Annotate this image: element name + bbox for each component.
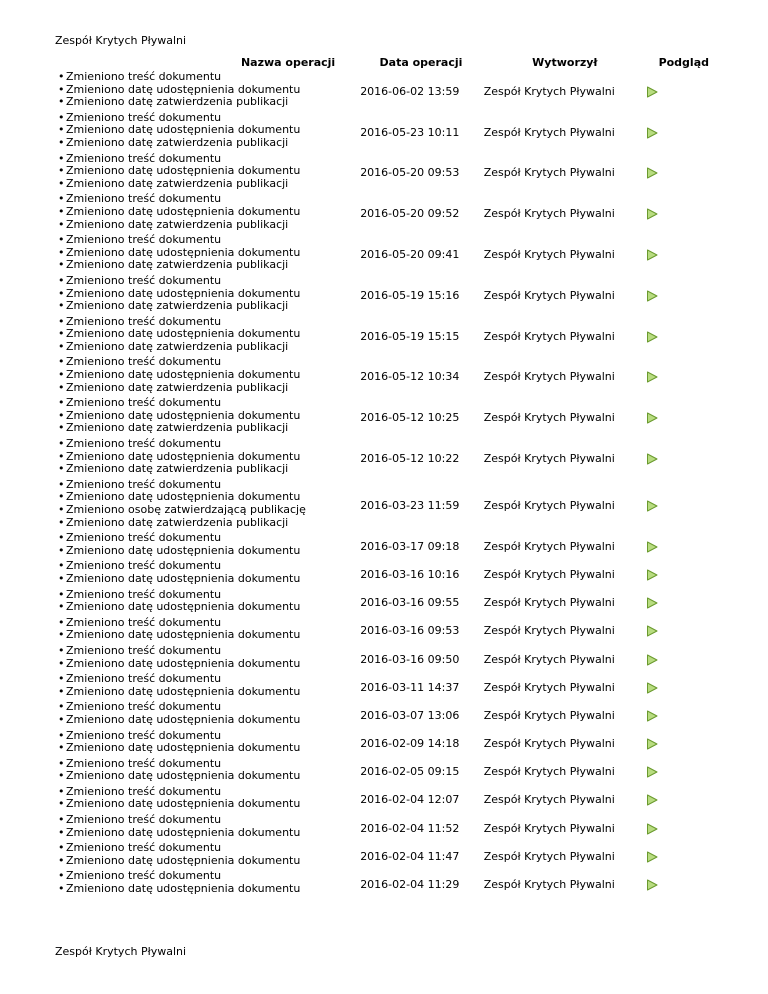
operation-author: Zespół Krytych Pływalni bbox=[483, 329, 615, 343]
operation-item: • Zmieniono datę udostępnienia dokumentu bbox=[54, 451, 352, 464]
operation-item: • Zmieniono datę udostępnienia dokumentu bbox=[54, 247, 352, 260]
operation-date: 2016-05-23 10:11 bbox=[360, 125, 460, 139]
operation-cell bbox=[54, 316, 352, 357]
preview-cell bbox=[646, 316, 714, 357]
operation-author: Zespół Krytych Pływalni bbox=[483, 878, 615, 892]
operation-item: • Zmieniono datę udostępnienia dokumentu bbox=[54, 288, 352, 301]
operation-author: Zespół Krytych Pływalni bbox=[483, 708, 615, 722]
operation-author: Zespół Krytych Pływalni bbox=[483, 737, 615, 751]
operation-cell bbox=[54, 842, 352, 870]
operation-item: • Zmieniono datę zatwierdzenia publikacji bbox=[54, 259, 352, 272]
preview-cell bbox=[646, 71, 714, 112]
operation-item: • Zmieniono datę zatwierdzenia publikacji bbox=[54, 463, 352, 476]
operation-date: 2016-05-12 10:22 bbox=[360, 451, 460, 465]
operation-author: Zespół Krytych Pływalni bbox=[483, 765, 615, 779]
play-arrow-icon[interactable] bbox=[646, 412, 658, 424]
operation-date: 2016-05-20 09:53 bbox=[360, 166, 460, 180]
operation-item: • Zmieniono datę udostępnienia dokumentu bbox=[54, 328, 352, 341]
play-arrow-icon[interactable] bbox=[646, 500, 658, 512]
operation-item: • Zmieniono datę udostępnienia dokumentu bbox=[54, 206, 352, 219]
operation-date: 2016-02-04 11:52 bbox=[360, 821, 460, 835]
operation-author: Zespół Krytych Pływalni bbox=[483, 793, 615, 807]
preview-cell bbox=[646, 153, 714, 194]
operation-item: • Zmieniono datę zatwierdzenia publikacji bbox=[54, 219, 352, 232]
operation-list bbox=[54, 786, 352, 811]
operation-cell bbox=[54, 645, 352, 673]
operation-author: Zespół Krytych Pływalni bbox=[483, 539, 615, 553]
operation-item: • Zmieniono datę udostępnienia dokumentu bbox=[54, 855, 352, 868]
operation-item: • Zmieniono datę udostępnienia dokumentu bbox=[54, 124, 352, 137]
preview-cell bbox=[646, 617, 714, 645]
operation-date: 2016-03-11 14:37 bbox=[360, 680, 460, 694]
operation-author: Zespół Krytych Pływalni bbox=[483, 411, 615, 425]
play-arrow-icon[interactable] bbox=[646, 569, 658, 581]
operation-list bbox=[54, 730, 352, 755]
table-row bbox=[54, 112, 714, 153]
operation-list bbox=[54, 870, 352, 895]
operation-date: 2016-03-07 13:06 bbox=[360, 708, 460, 722]
column-header-author: Wytworzył bbox=[532, 56, 598, 69]
operation-item: • Zmieniono treść dokumentu bbox=[54, 316, 352, 329]
operation-author: Zespół Krytych Pływalni bbox=[483, 499, 615, 512]
operation-list bbox=[54, 589, 352, 614]
operation-cell bbox=[54, 814, 352, 842]
preview-cell bbox=[646, 842, 714, 870]
play-arrow-icon[interactable] bbox=[646, 625, 658, 637]
table-row bbox=[54, 870, 714, 898]
operation-cell bbox=[54, 234, 352, 275]
operation-item: • Zmieniono datę udostępnienia dokumentu bbox=[54, 883, 352, 896]
operation-cell bbox=[54, 397, 352, 438]
table-row bbox=[54, 479, 714, 532]
operation-date: 2016-06-02 13:59 bbox=[360, 84, 460, 98]
operation-item: • Zmieniono treść dokumentu bbox=[54, 275, 352, 288]
play-arrow-icon[interactable] bbox=[646, 766, 658, 778]
preview-cell bbox=[646, 193, 714, 234]
play-arrow-icon[interactable] bbox=[646, 541, 658, 553]
play-arrow-icon[interactable] bbox=[646, 738, 658, 750]
operation-date: 2016-05-12 10:25 bbox=[360, 411, 460, 425]
operation-list bbox=[54, 275, 352, 313]
play-arrow-icon[interactable] bbox=[646, 851, 658, 863]
operation-author: Zespół Krytych Pływalni bbox=[483, 567, 615, 581]
operation-cell bbox=[54, 701, 352, 729]
operation-item: • Zmieniono treść dokumentu bbox=[54, 532, 352, 545]
operation-list bbox=[54, 153, 352, 191]
operation-item: • Zmieniono treść dokumentu bbox=[54, 730, 352, 743]
play-arrow-icon[interactable] bbox=[646, 371, 658, 383]
operation-list bbox=[54, 842, 352, 867]
operation-date: 2016-03-16 10:16 bbox=[360, 567, 460, 581]
operation-cell bbox=[54, 870, 352, 898]
preview-cell bbox=[646, 234, 714, 275]
play-arrow-icon[interactable] bbox=[646, 710, 658, 722]
operation-cell bbox=[54, 479, 352, 532]
operation-list bbox=[54, 532, 352, 557]
operation-item: • Zmieniono treść dokumentu bbox=[54, 560, 352, 573]
preview-cell bbox=[646, 870, 714, 898]
operation-list bbox=[54, 560, 352, 585]
operation-author: Zespół Krytych Pływalni bbox=[483, 680, 615, 694]
operation-cell bbox=[54, 730, 352, 758]
operation-item: • Zmieniono treść dokumentu bbox=[54, 842, 352, 855]
table-row bbox=[54, 786, 714, 814]
operation-date: 2016-03-16 09:50 bbox=[360, 652, 460, 666]
operation-date: 2016-02-05 09:15 bbox=[360, 765, 460, 779]
table-row bbox=[54, 730, 714, 758]
operation-cell bbox=[54, 786, 352, 814]
operation-author: Zespół Krytych Pływalni bbox=[483, 166, 615, 180]
table-row bbox=[54, 589, 714, 617]
operation-list bbox=[54, 617, 352, 642]
preview-cell bbox=[646, 438, 714, 479]
operation-item: • Zmieniono datę udostępnienia dokumentu bbox=[54, 491, 352, 504]
table-row bbox=[54, 153, 714, 194]
table-row bbox=[54, 193, 714, 234]
operation-item: • Zmieniono datę udostępnienia dokumentu bbox=[54, 658, 352, 671]
operation-item: • Zmieniono datę udostępnienia dokumentu bbox=[54, 84, 352, 97]
operation-item: • Zmieniono treść dokumentu bbox=[54, 758, 352, 771]
operation-list bbox=[54, 234, 352, 272]
operation-item: • Zmieniono treść dokumentu bbox=[54, 193, 352, 206]
preview-cell bbox=[646, 397, 714, 438]
table-row bbox=[54, 560, 714, 588]
operation-cell bbox=[54, 589, 352, 617]
table-row bbox=[54, 275, 714, 316]
operation-item: • Zmieniono treść dokumentu bbox=[54, 71, 352, 84]
operation-cell bbox=[54, 193, 352, 234]
column-header-preview: Podgląd bbox=[658, 56, 709, 69]
preview-cell bbox=[646, 275, 714, 316]
operation-list bbox=[54, 758, 352, 783]
operation-date: 2016-02-09 14:18 bbox=[360, 737, 460, 751]
operation-list bbox=[54, 71, 352, 109]
preview-cell bbox=[646, 673, 714, 701]
operation-cell bbox=[54, 112, 352, 153]
table-row bbox=[54, 842, 714, 870]
operation-date: 2016-02-04 11:29 bbox=[360, 878, 460, 892]
operation-date: 2016-03-23 11:59 bbox=[360, 499, 460, 512]
play-arrow-icon[interactable] bbox=[646, 682, 658, 694]
operation-item: • Zmieniono datę udostępnienia dokumentu bbox=[54, 798, 352, 811]
operation-item: • Zmieniono treść dokumentu bbox=[54, 479, 352, 492]
operation-author: Zespół Krytych Pływalni bbox=[483, 821, 615, 835]
operation-item: • Zmieniono datę zatwierdzenia publikacji bbox=[54, 300, 352, 313]
table-row bbox=[54, 71, 714, 112]
operation-item: • Zmieniono treść dokumentu bbox=[54, 397, 352, 410]
operation-cell bbox=[54, 532, 352, 560]
preview-cell bbox=[646, 356, 714, 397]
operation-author: Zespół Krytych Pływalni bbox=[483, 596, 615, 610]
operation-list bbox=[54, 397, 352, 435]
operation-item: • Zmieniono datę udostępnienia dokumentu bbox=[54, 770, 352, 783]
operation-item: • Zmieniono datę udostępnienia dokumentu bbox=[54, 573, 352, 586]
operation-item: • Zmieniono datę udostępnienia dokumentu bbox=[54, 165, 352, 178]
operation-item: • Zmieniono datę zatwierdzenia publikacji bbox=[54, 96, 352, 109]
operation-list bbox=[54, 112, 352, 150]
operation-list bbox=[54, 814, 352, 839]
operation-item: • Zmieniono datę udostępnienia dokumentu bbox=[54, 601, 352, 614]
table-row bbox=[54, 316, 714, 357]
operation-author: Zespół Krytych Pływalni bbox=[483, 624, 615, 638]
column-header-operation: Nazwa operacji bbox=[240, 56, 336, 69]
play-arrow-icon[interactable] bbox=[646, 290, 658, 302]
operation-author: Zespół Krytych Pływalni bbox=[483, 288, 615, 302]
table-row bbox=[54, 532, 714, 560]
play-arrow-icon[interactable] bbox=[646, 823, 658, 835]
operation-author: Zespół Krytych Pływalni bbox=[483, 84, 615, 98]
operation-item: • Zmieniono treść dokumentu bbox=[54, 234, 352, 247]
operation-cell bbox=[54, 560, 352, 588]
operation-item: • Zmieniono datę zatwierdzenia publikacji bbox=[54, 382, 352, 395]
preview-cell bbox=[646, 730, 714, 758]
operation-item: • Zmieniono treść dokumentu bbox=[54, 786, 352, 799]
operation-item: • Zmieniono treść dokumentu bbox=[54, 356, 352, 369]
operation-item: • Zmieniono datę udostępnienia dokumentu bbox=[54, 545, 352, 558]
operation-list bbox=[54, 356, 352, 394]
table-row bbox=[54, 701, 714, 729]
preview-cell bbox=[646, 758, 714, 786]
table-row bbox=[54, 758, 714, 786]
operation-author: Zespół Krytych Pływalni bbox=[483, 652, 615, 666]
table-row bbox=[54, 814, 714, 842]
play-arrow-icon[interactable] bbox=[646, 331, 658, 343]
operation-author: Zespół Krytych Pływalni bbox=[483, 125, 615, 139]
operation-cell bbox=[54, 673, 352, 701]
operation-cell bbox=[54, 275, 352, 316]
operation-cell bbox=[54, 356, 352, 397]
operation-item: • Zmieniono datę udostępnienia dokumentu bbox=[54, 629, 352, 642]
operation-item: • Zmieniono datę udostępnienia dokumentu bbox=[54, 714, 352, 727]
operation-date: 2016-02-04 11:47 bbox=[360, 849, 460, 863]
table-row bbox=[54, 645, 714, 673]
operation-item: • Zmieniono treść dokumentu bbox=[54, 617, 352, 630]
play-arrow-icon[interactable] bbox=[646, 86, 658, 98]
column-header-date: Data operacji bbox=[379, 56, 463, 69]
page-header-team: Zespół Krytych Pływalni bbox=[55, 34, 187, 47]
preview-cell bbox=[646, 112, 714, 153]
operation-author: Zespół Krytych Pływalni bbox=[483, 451, 615, 465]
operation-list bbox=[54, 673, 352, 698]
play-arrow-icon[interactable] bbox=[646, 879, 658, 891]
operation-date: 2016-05-12 10:34 bbox=[360, 370, 460, 384]
operation-list bbox=[54, 438, 352, 476]
table-row bbox=[54, 617, 714, 645]
operation-date: 2016-05-20 09:52 bbox=[360, 207, 460, 221]
table-row bbox=[54, 356, 714, 397]
operation-item: • Zmieniono treść dokumentu bbox=[54, 153, 352, 166]
operation-history-table bbox=[54, 54, 714, 899]
play-arrow-icon[interactable] bbox=[646, 127, 658, 139]
operation-author: Zespół Krytych Pływalni bbox=[483, 370, 615, 384]
table-row bbox=[54, 397, 714, 438]
operation-item: • Zmieniono treść dokumentu bbox=[54, 438, 352, 451]
table-header-row bbox=[54, 54, 714, 71]
operation-item: • Zmieniono datę udostępnienia dokumentu bbox=[54, 686, 352, 699]
preview-cell bbox=[646, 701, 714, 729]
operation-cell bbox=[54, 71, 352, 112]
operation-list bbox=[54, 316, 352, 354]
operation-item: • Zmieniono datę udostępnienia dokumentu bbox=[54, 369, 352, 382]
preview-cell bbox=[646, 479, 714, 532]
operation-item: • Zmieniono datę udostępnienia dokumentu bbox=[54, 410, 352, 423]
operation-item: • Zmieniono datę zatwierdzenia publikacji bbox=[54, 178, 352, 191]
table-row bbox=[54, 234, 714, 275]
operation-date: 2016-03-17 09:18 bbox=[360, 539, 460, 553]
operation-item: • Zmieniono datę udostępnienia dokumentu bbox=[54, 742, 352, 755]
page-footer-team: Zespół Krytych Pływalni bbox=[55, 945, 187, 958]
operation-item: • Zmieniono treść dokumentu bbox=[54, 701, 352, 714]
operation-author: Zespół Krytych Pływalni bbox=[483, 849, 615, 863]
operation-item: • Zmieniono datę zatwierdzenia publikacji bbox=[54, 422, 352, 435]
operation-cell bbox=[54, 758, 352, 786]
preview-cell bbox=[646, 532, 714, 560]
preview-cell bbox=[646, 645, 714, 673]
play-arrow-icon[interactable] bbox=[646, 597, 658, 609]
table-body bbox=[54, 71, 714, 899]
play-arrow-icon[interactable] bbox=[646, 249, 658, 261]
operation-date: 2016-03-16 09:55 bbox=[360, 596, 460, 610]
operation-item: • Zmieniono treść dokumentu bbox=[54, 645, 352, 658]
operation-date: 2016-05-19 15:15 bbox=[360, 329, 460, 343]
operation-list bbox=[54, 479, 352, 529]
operation-list bbox=[54, 701, 352, 726]
operation-item: • Zmieniono treść dokumentu bbox=[54, 673, 352, 686]
operation-item: • Zmieniono treść dokumentu bbox=[54, 814, 352, 827]
operation-item: • Zmieniono treść dokumentu bbox=[54, 112, 352, 125]
preview-cell bbox=[646, 589, 714, 617]
operation-date: 2016-05-19 15:16 bbox=[360, 288, 460, 302]
operation-date: 2016-05-20 09:41 bbox=[360, 248, 460, 262]
operation-cell bbox=[54, 438, 352, 479]
operation-item: • Zmieniono datę udostępnienia dokumentu bbox=[54, 827, 352, 840]
operation-author: Zespół Krytych Pływalni bbox=[483, 248, 615, 262]
table-row bbox=[54, 438, 714, 479]
play-arrow-icon[interactable] bbox=[646, 654, 658, 666]
operation-cell bbox=[54, 153, 352, 194]
preview-cell bbox=[646, 814, 714, 842]
operation-cell bbox=[54, 617, 352, 645]
play-arrow-icon[interactable] bbox=[646, 208, 658, 220]
operation-item: • Zmieniono treść dokumentu bbox=[54, 589, 352, 602]
play-arrow-icon[interactable] bbox=[646, 167, 658, 179]
play-arrow-icon[interactable] bbox=[646, 794, 658, 806]
operation-item: • Zmieniono datę zatwierdzenia publikacji bbox=[54, 137, 352, 150]
table-row bbox=[54, 673, 714, 701]
operation-author: Zespół Krytych Pływalni bbox=[483, 207, 615, 221]
preview-cell bbox=[646, 560, 714, 588]
operation-item: • Zmieniono treść dokumentu bbox=[54, 870, 352, 883]
operation-list bbox=[54, 193, 352, 231]
operation-date: 2016-02-04 12:07 bbox=[360, 793, 460, 807]
operation-item: • Zmieniono datę zatwierdzenia publikacji bbox=[54, 517, 352, 530]
operation-date: 2016-03-16 09:53 bbox=[360, 624, 460, 638]
operation-list bbox=[54, 645, 352, 670]
operation-item: • Zmieniono osobę zatwierdzającą publikację bbox=[54, 504, 352, 517]
preview-cell bbox=[646, 786, 714, 814]
play-arrow-icon[interactable] bbox=[646, 453, 658, 465]
operation-item: • Zmieniono datę zatwierdzenia publikacji bbox=[54, 341, 352, 354]
